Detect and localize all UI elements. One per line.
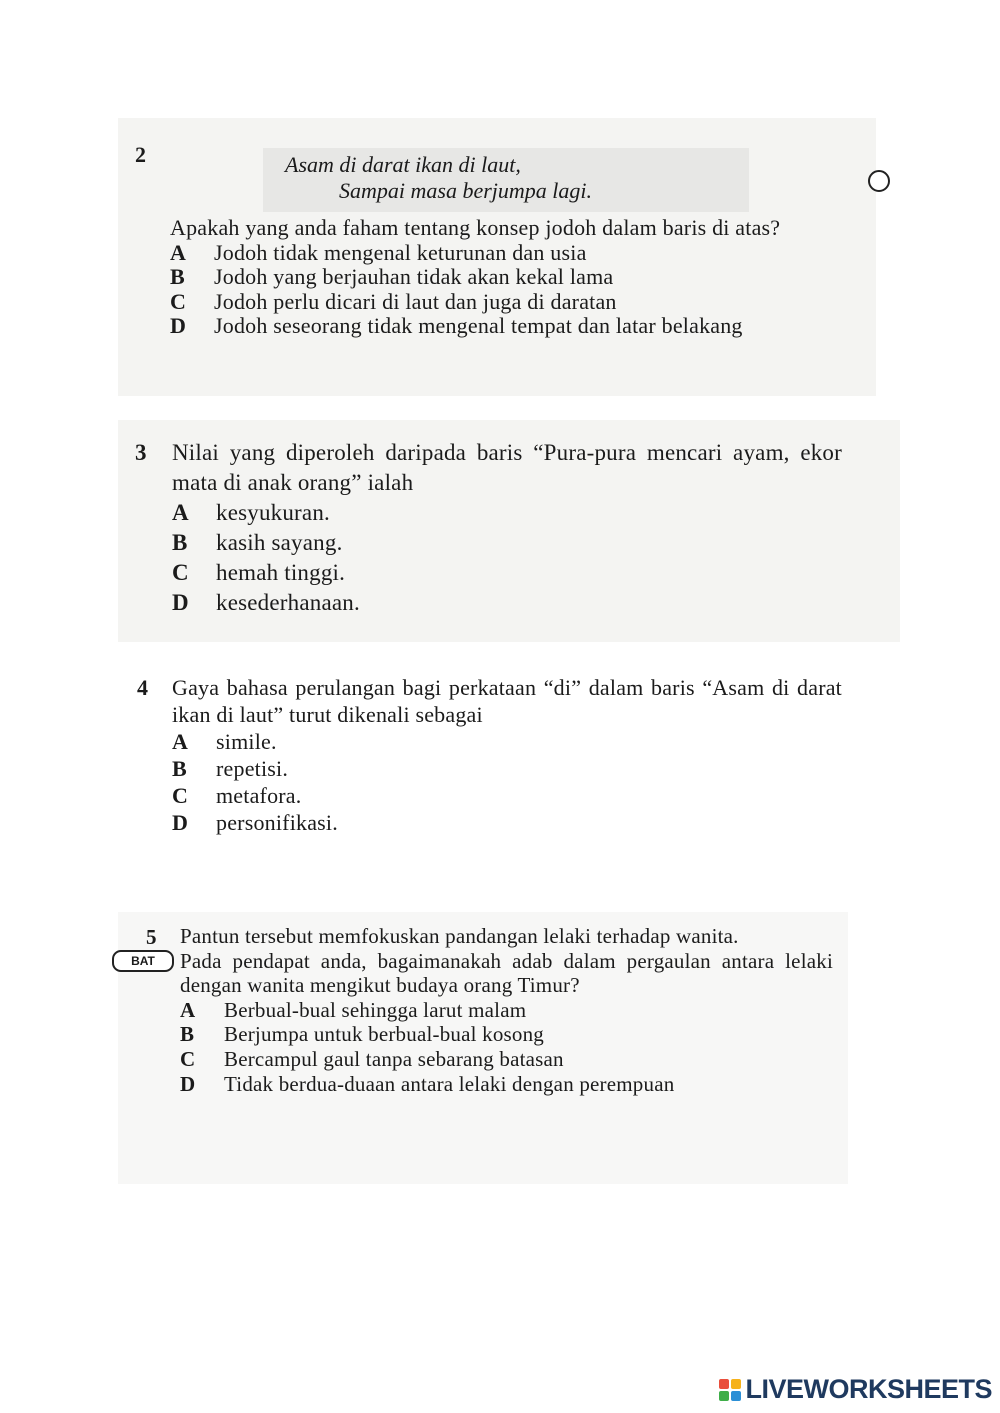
answer-option-d[interactable] [170, 314, 842, 339]
question-number: 2 [135, 142, 146, 167]
question-2 [170, 216, 842, 339]
question-number: 5 [146, 925, 157, 949]
answer-option-c[interactable] [172, 558, 842, 588]
option-letter: A [180, 997, 196, 1022]
option-text: Jodoh yang berjauhan tidak akan kekal lama [214, 264, 614, 289]
option-text: Jodoh perlu dicari di laut dan juga di daratan [214, 288, 617, 314]
margin-marker [868, 170, 890, 192]
option-letter: D [180, 1071, 196, 1096]
question-stem: Nilai yang diperoleh daripada baris “Pura-pura mencari ayam, ekor mata di anak orang” ialah [172, 440, 842, 495]
option-text: Jodoh seseorang tidak mengenal tempat dan latar belakang [214, 313, 743, 338]
option-letter: A [172, 500, 189, 525]
answer-option-b[interactable] [180, 1022, 833, 1047]
answer-option-d[interactable] [172, 588, 842, 618]
question-stem: Pantun tersebut memfokuskan pandangan lelaki terhadap wanita. [180, 924, 739, 948]
option-text: kesederhanaan. [216, 590, 360, 615]
answer-option-c[interactable] [172, 782, 842, 809]
option-text: Bercampul gaul tanpa sebarang batasan [224, 1046, 564, 1071]
option-letter: A [170, 239, 187, 265]
answer-option-a[interactable] [170, 241, 842, 266]
option-text: hemah tinggi. [216, 560, 346, 585]
question-stem: Apakah yang anda faham tentang konsep jodoh dalam baris di atas? [170, 215, 781, 240]
option-letter: B [172, 756, 187, 781]
logo-square [731, 1391, 741, 1401]
option-letter: C [180, 1046, 196, 1071]
option-text: repetisi. [216, 756, 289, 781]
option-letter: C [172, 560, 189, 585]
question-number: 3 [135, 440, 147, 465]
option-letter: C [172, 783, 189, 808]
logo-square [719, 1391, 729, 1401]
option-letter: C [170, 288, 187, 314]
option-text: Jodoh tidak mengenal keturunan dan usia [214, 239, 587, 265]
answer-option-c[interactable] [170, 290, 842, 315]
option-text: Berjumpa untuk berbual-bual kosong [224, 1022, 544, 1047]
option-text: Berbual-bual sehingga larut malam [224, 997, 527, 1022]
option-text: Tidak berdua-duaan antara lelaki dengan perempuan [224, 1071, 675, 1096]
answer-option-b[interactable] [172, 755, 842, 782]
question-stem: Gaya bahasa perulangan bagi perkataan “di” dalam baris “Asam di darat ikan di laut” turut dikenali sebagai [172, 675, 842, 727]
option-letter: D [172, 810, 189, 835]
liveworksheets-logo-icon [719, 1379, 741, 1401]
question-3 [172, 438, 842, 618]
couplet-line: Sampai masa berjumpa lagi. [339, 178, 592, 203]
pantun-couplet [263, 148, 749, 212]
option-text: simile. [216, 729, 277, 754]
option-letter: D [172, 590, 189, 615]
margin-badge: BAT [112, 950, 174, 972]
logo-square [731, 1379, 741, 1389]
logo-square [719, 1379, 729, 1389]
answer-option-c[interactable] [180, 1047, 833, 1072]
answer-option-a[interactable] [180, 998, 833, 1023]
option-text: kasih sayang. [216, 530, 343, 555]
answer-option-a[interactable] [172, 728, 842, 755]
watermark-text: LIVEWORKSHEETS [745, 1374, 992, 1404]
option-letter: A [172, 729, 189, 754]
option-letter: D [170, 313, 187, 338]
answer-option-b[interactable] [170, 265, 842, 290]
option-letter: B [180, 1022, 195, 1047]
option-text: personifikasi. [216, 810, 338, 835]
answer-option-a[interactable] [172, 498, 842, 528]
question-stem-continued: Pada pendapat anda, bagaimanakah adab dalam pergaulan antara lelaki dengan wanita mengikut budaya orang Timur? [180, 948, 833, 998]
liveworksheets-watermark [719, 1374, 992, 1405]
answer-option-d[interactable] [180, 1072, 833, 1097]
option-text: metafora. [216, 783, 302, 808]
question-4 [172, 674, 842, 836]
option-text: kesyukuran. [216, 500, 330, 525]
answer-option-d[interactable] [172, 809, 842, 836]
question-5 [180, 924, 833, 1096]
question-number: 4 [137, 675, 148, 700]
option-letter: B [170, 264, 185, 289]
option-letter: B [172, 530, 188, 555]
couplet-line: Asam di darat ikan di laut, [285, 152, 521, 177]
answer-option-b[interactable] [172, 528, 842, 558]
